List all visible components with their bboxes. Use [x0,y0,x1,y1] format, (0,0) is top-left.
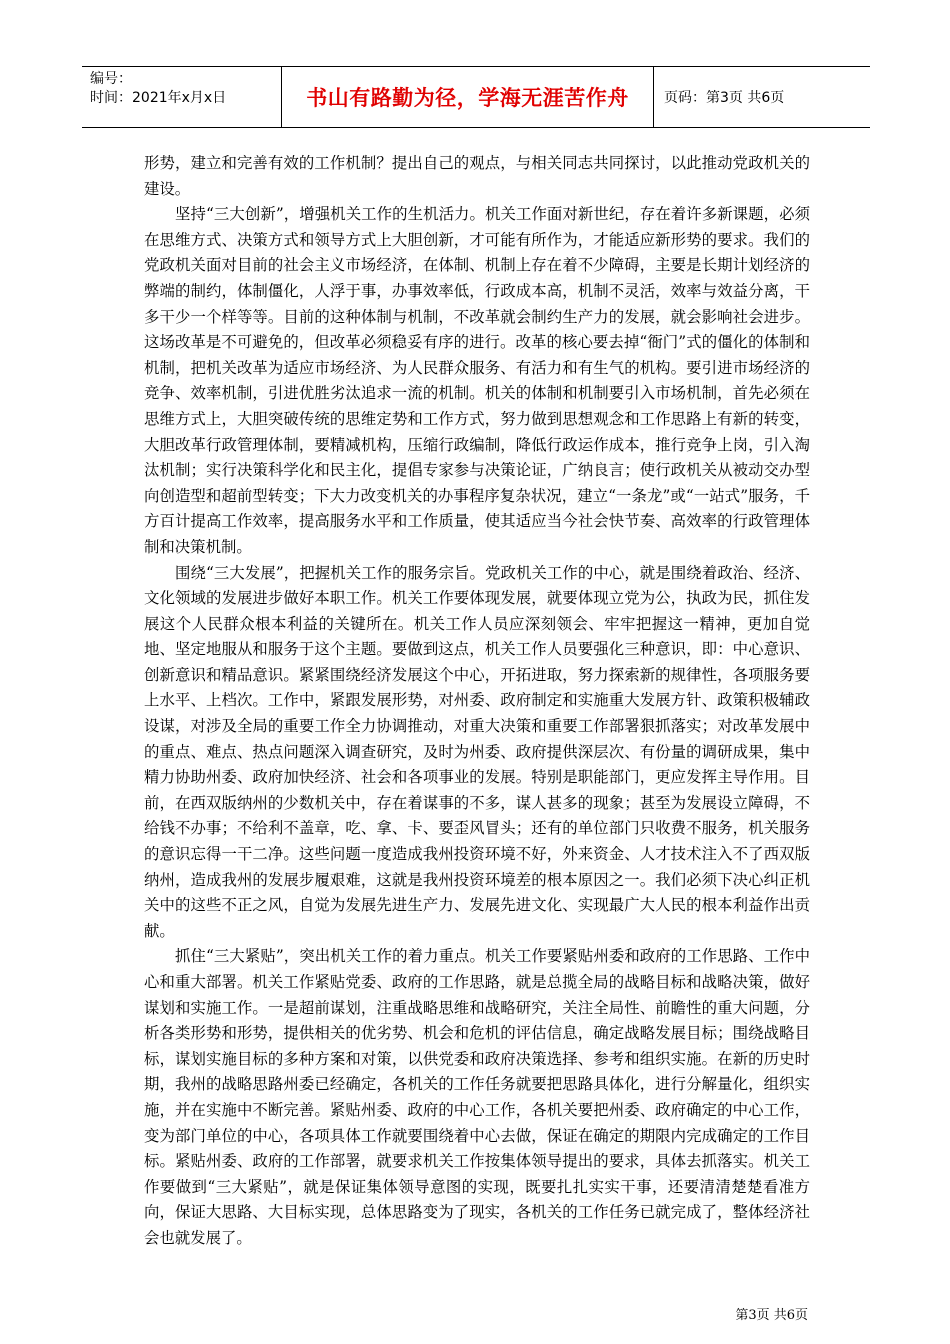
document-time-label: 时间：2021年x月x日 [90,90,227,106]
paragraph: 抓住“三大紧贴”，突出机关工作的着力重点。机关工作要紧贴州委和政府的工作思路、工作中心和重大部署。机关工作紧贴党委、政府的工作思路，就是总揽全局的战略目标和战略决策，做好谋划和实施工作。一是超前谋划，注重战略思维和战略研究，关注全局性、前瞻性的重大问题，分析各类形势和形势，提供相关的优劣势、机会和危机的评估信息，确定战略发展目标；围绕战略目标，谋划实施目标的多种方案和对策，以供党委和政府决策选择、参考和组织实施。在新的历史时期，我州的战略思路州委已经确定，各机关的工作任务就要把思路具体化，进行分解量化，组织实施，并在实施中不断完善。紧贴州委、政府的中心工作，各机关要把州委、政府确定的中心工作，变为部门单位的中心，各项具体工作就要围绕着中心去做，保证在确定的期限内完成确定的工作目标。紧贴州委、政府的工作部署，就要求机关工作按集体领导提出的要求，具体去抓落实。机关工作要做到“三大紧贴”，就是保证集体领导意图的实现，既要扎扎实实干事，还要清清楚楚看准方向，保证大思路、大目标实现，总体思路变为了现实，各机关的工作任务已就完成了，整体经济社会也就发展了。 [144,947,810,1247]
page-footer: 第3页 共6页 [735,1308,808,1323]
header-page-number: 页码：第3页 共6页 [664,90,785,106]
paragraph: 围绕“三大发展”，把握机关工作的服务宗旨。党政机关工作的中心，就是围绕着政治、经济、文化领域的发展进步做好本职工作。机关工作要体现发展，就要体现立党为公，执政为民，抓住发展这个人民群众根本利益的关键所在。机关工作人员应深刻领会、牢牢把握这一精神，更加自觉地、坚定地服从和服务于这个主题。要做到这点，机关工作人员要强化三种意识，即：中心意识、创新意识和精品意识。紧紧围绕经济发展这个中心，开拓进取，努力探索新的规律性，各项服务要上水平、上档次。工作中，紧跟发展形势，对州委、政府制定和实施重大发展方针、政策积极辅政设谋，对涉及全局的重要工作全力协调推动，对重大决策和重要工作部署狠抓落实；对改革发展中的重点、难点、热点问题深入调查研究，及时为州委、政府提供深层次、有份量的调研成果，集中精力协助州委、政府加快经济、社会和各项事业的发展。特别是职能部门，更应发挥主导作用。目前，在西双版纳州的少数机关中，存在着谋事的不多，谋人甚多的现象；甚至为发展设立障碍，不给钱不办事；不给利不盖章，吃、拿、卡、要歪风冒头；还有的单位部门只收费不服务，机关服务的意识忘得一干二净。这些问题一度造成我州投资环境不好，外来资金、人才技术注入不了西双版纳州，造成我州的发展步履艰难，这就是我州投资环境差的根本原因之一。我们必须下决心纠正机关中的这些不正之风，自觉为发展先进生产力、发展先进文化、实现最广大人民的根本利益作出贡献。 [144,563,810,940]
document-number-label: 编号： [90,71,132,87]
document-body [144,151,810,1252]
paragraph: 形势，建立和完善有效的工作机制？提出自己的观点，与相关同志共同探讨，以此推动党政机关的建设。 [144,154,810,198]
header-meta [82,67,282,127]
paragraph: 坚持“三大创新”，增强机关工作的生机活力。机关工作面对新世纪，存在着许多新课题，必须在思维方式、决策方式和领导方式上大胆创新，才可能有所作为，才能适应新形势的要求。我们的党政机关面对目前的社会主义市场经济，在体制、机制上存在着不少障碍，主要是长期计划经济的弊端的制约，体制僵化，人浮于事，办事效率低，行政成本高，机制不灵活，效率与效益分离，干多干少一个样等等。目前的这种体制与机制，不改革就会制约生产力的发展，就会影响社会进步。这场改革是不可避免的，但改革必须稳妥有序的进行。改革的核心要去掉“衙门”式的僵化的体制和机制，把机关改革为适应市场经济、为人民群众服务、有活力和有生气的机构。要引进市场经济的竞争、效率机制，引进优胜劣汰追求一流的机制。机关的体制和机制要引入市场机制，首先必须在思维方式上，大胆突破传统的思维定势和工作方式，努力做到思想观念和工作思路上有新的转变，大胆改革行政管理体制，要精减机构，压缩行政编制，降低行政运作成本，推行竞争上岗，引入淘汰机制；实行决策科学化和民主化，提倡专家参与决策论证，广纳良言；使行政机关从被动交办型向创造型和超前型转变；下大力改变机关的办事程序复杂状况，建立“一条龙”或“一站式”服务，千方百计提高工作效率，提高服务水平和工作质量，使其适应当今社会快节奏、高效率的行政管理体制和决策机制。 [144,205,810,556]
page-header [82,66,870,128]
header-motto: 书山有路勤为径，学海无涯苦作舟 [282,67,654,127]
